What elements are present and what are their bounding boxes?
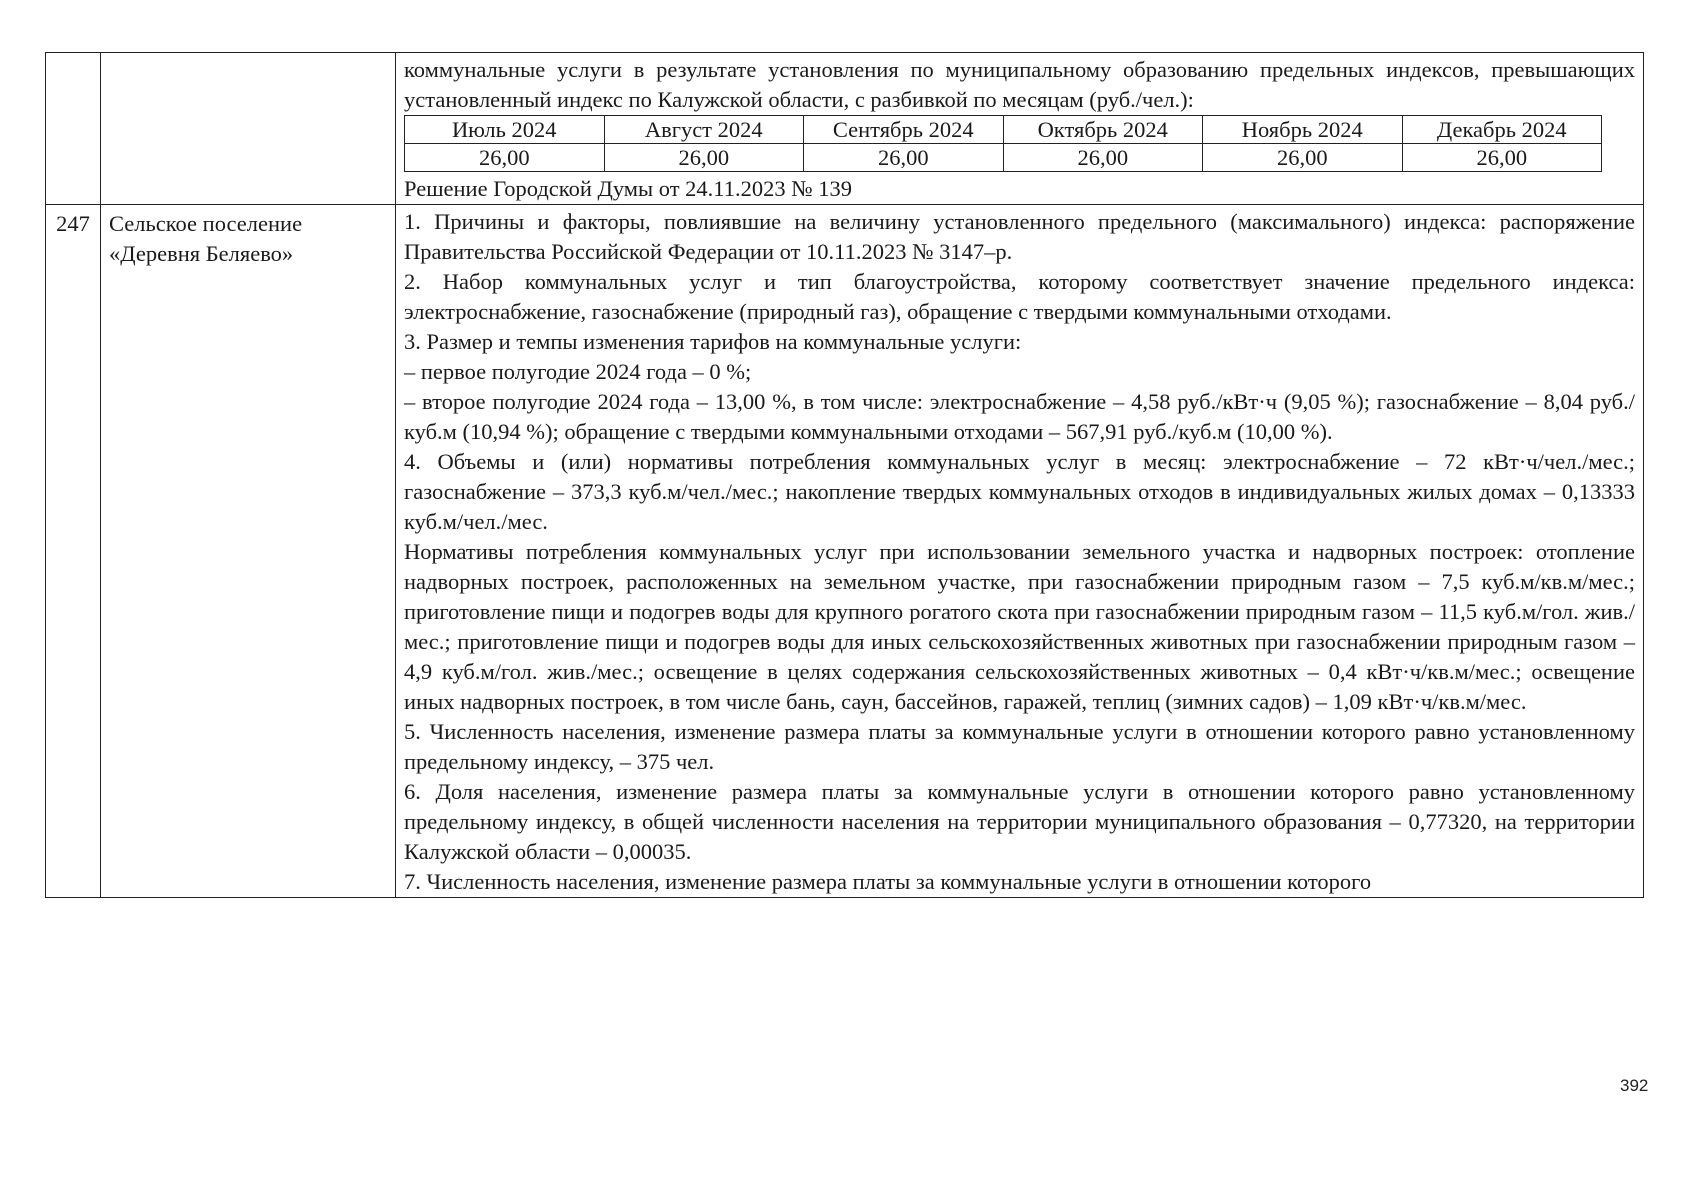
decision-reference: Решение Городской Думы от 24.11.2023 № 139 (404, 176, 853, 201)
paragraph-3-second-half: – второе полугодие 2024 года – 13,00 %, в том числе: электроснабжение – 4,58 руб./кВт·ч (9,05 %); газоснабжение – 8,04 руб./куб.м (10,94 %); обращение с твердыми коммунальными отходами – 567,91 руб./куб.м (10,00 %). (404, 389, 1635, 444)
table-row-247 (46, 205, 1644, 898)
intro-paragraph: коммунальные услуги в результате установления по муниципальному образованию предельных индексов, превышающих установленный индекс по Калужской области, с разбивкой по месяцам (руб./чел.): (404, 57, 1635, 112)
month-header: Декабрь 2024 (1402, 116, 1602, 144)
paragraph-7: 7. Численность населения, изменение размера платы за коммунальные услуги в отношении которого (404, 869, 1372, 894)
paragraph-2: 2. Набор коммунальных услуг и тип благоустройства, которому соответствует значение предельного индекса: электроснабжение, газоснабжение (природный газ), обращение с твердыми коммунальными отходами. (404, 269, 1635, 324)
description-cell (396, 53, 1644, 205)
month-header: Июль 2024 (405, 116, 605, 144)
month-value: 26,00 (804, 144, 1004, 172)
month-value: 26,00 (1402, 144, 1602, 172)
settlement-name-line2: «Деревня Беляево» (109, 241, 294, 266)
document-page (45, 52, 1643, 898)
settlement-cell-empty (101, 53, 396, 205)
row-number-cell-empty (46, 53, 101, 205)
month-value: 26,00 (1203, 144, 1403, 172)
paragraph-3-first-half: – первое полугодие 2024 года – 0 %; (404, 359, 752, 384)
settlement-description-cell (396, 205, 1644, 898)
settlement-name-cell (101, 205, 396, 898)
row-number: 247 (46, 205, 101, 898)
paragraph-3-title: 3. Размер и темпы изменения тарифов на коммунальные услуги: (404, 329, 1022, 354)
settlement-name-line1: Сельское поселение (109, 211, 303, 236)
month-value: 26,00 (405, 144, 605, 172)
table-row-continuation (46, 53, 1644, 205)
months-header-row (405, 116, 1602, 144)
paragraph-6: 6. Доля населения, изменение размера платы за коммунальные услуги в отношении которого равно установленному предельному индексу, в общей численности населения на территории муниципального образования – 0,77320, на территории Калужской области – 0,00035. (404, 779, 1635, 864)
paragraph-4: 4. Объемы и (или) нормативы потребления коммунальных услуг в месяц: электроснабжение – 72 кВт·ч/чел./мес.; газоснабжение – 373,3 куб.м/чел./мес.; накопление твердых коммунальных отходов в индивидуальных жилых домах – 0,13333 куб.м/чел./мес. (404, 449, 1635, 534)
month-header: Сентябрь 2024 (804, 116, 1004, 144)
month-value: 26,00 (604, 144, 804, 172)
months-values-row (405, 144, 1602, 172)
month-header: Август 2024 (604, 116, 804, 144)
indices-table (45, 52, 1644, 898)
paragraph-4-norms: Нормативы потребления коммунальных услуг при использовании земельного участка и надворных построек: отопление надворных построек, расположенных на земельном участке, при газоснабжении природным газом – 7,5 куб.м/кв.м/мес.; приготовление пищи и подогрев воды для крупного рогатого скота при газоснабжении природным газом – 11,5 куб.м/гол. жив./мес.; приготовление пищи и подогрев воды для иных сельскохозяйственных животных при газоснабжении природным газом – 4,9 куб.м/гол. жив./мес.; освещение в целях содержания сельскохозяйственных животных – 0,4 кВт·ч/кв.м/мес.; освещение иных надворных построек, в том числе бань, саун, бассейнов, гаражей, теплиц (зимних садов) – 1,09 кВт·ч/кв.м/мес. (404, 539, 1635, 714)
monthly-values-table (404, 115, 1602, 172)
month-header: Октябрь 2024 (1003, 116, 1203, 144)
paragraph-5: 5. Численность населения, изменение размера платы за коммунальные услуги в отношении которого равно установленному предельному индексу, – 375 чел. (404, 719, 1635, 774)
paragraph-1: 1. Причины и факторы, повлиявшие на величину установленного предельного (максимального) индекса: распоряжение Правительства Российской Федерации от 10.11.2023 № 3147–р. (404, 209, 1635, 264)
month-value: 26,00 (1003, 144, 1203, 172)
month-header: Ноябрь 2024 (1203, 116, 1403, 144)
page-number: 392 (1620, 1076, 1649, 1095)
